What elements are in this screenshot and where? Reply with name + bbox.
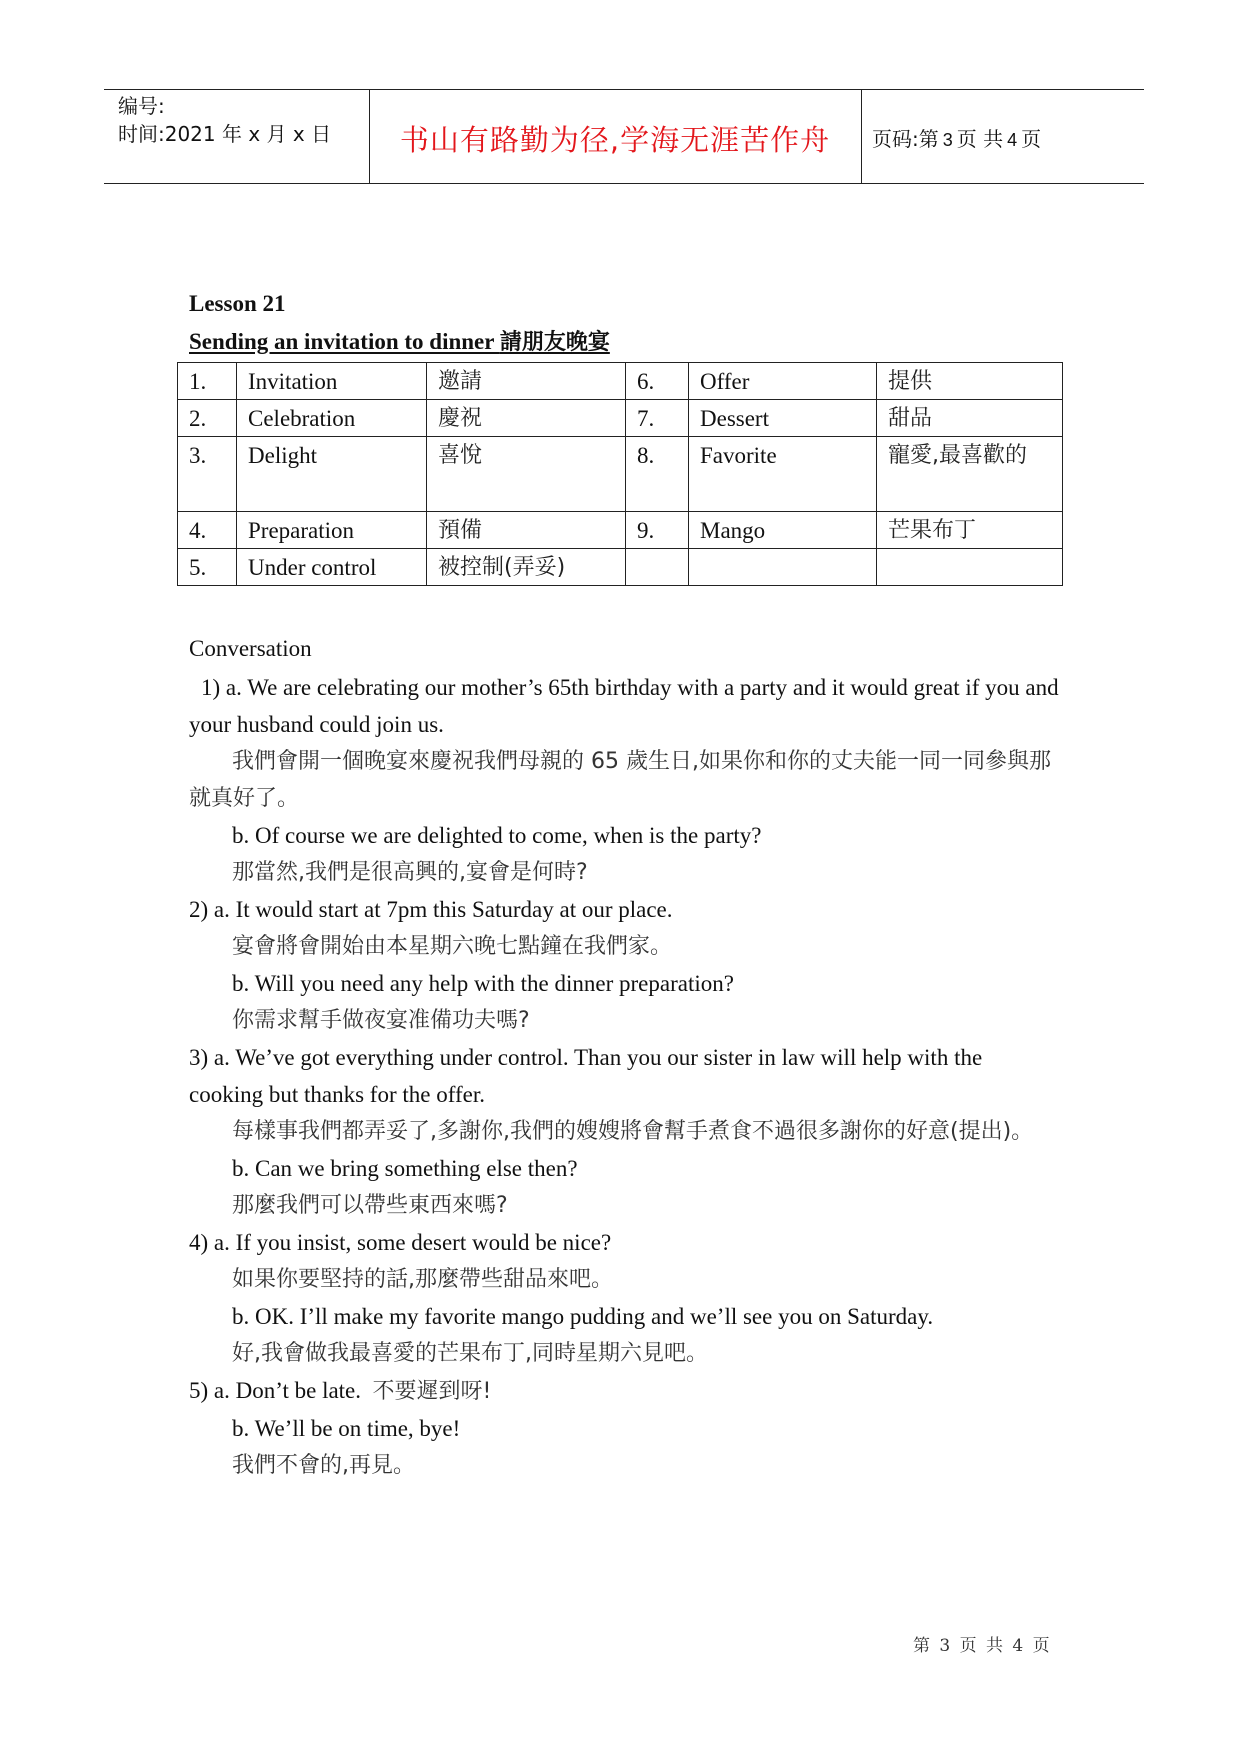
conversation-heading: Conversation <box>189 636 312 661</box>
vocab-english: Invitation <box>237 363 427 400</box>
dialogue-line-zh: 不要遲到呀! <box>372 1379 492 1404</box>
serial-label: 编号: <box>118 94 165 118</box>
header-divider-right <box>861 89 862 183</box>
table-row <box>178 437 1063 512</box>
vocab-english: Delight <box>237 437 427 512</box>
dialogue-line-zh: 你需求幫手做夜宴准備功夫嗎? <box>232 1008 530 1033</box>
conversation-section <box>189 630 1059 1484</box>
vocab-chinese: 預備 <box>427 512 626 549</box>
page-prefix: 页码:第 <box>872 127 939 151</box>
dialogue-line-en: b. Will you need any help with the dinner preparation? <box>232 971 734 996</box>
dialogue-line-en: b. Can we bring something else then? <box>232 1156 578 1181</box>
header-bottom-rule <box>104 183 1144 184</box>
dialogue-line-zh: 我們會開一個晚宴來慶祝我們母親的 65 歲生日,如果你和你的丈夫能一同一同參與那就真好了。 <box>189 749 1051 811</box>
vocab-chinese: 提供 <box>877 363 1063 400</box>
vocab-english: Dessert <box>689 400 877 437</box>
vocab-chinese: 邀請 <box>427 363 626 400</box>
header-page-info <box>872 123 1041 152</box>
dialogue-line-en: b. We’ll be on time, bye! <box>232 1416 461 1441</box>
table-row <box>178 363 1063 400</box>
dialogue-line-zh: 那麼我們可以帶些東西來嗎? <box>232 1193 508 1218</box>
table-row <box>178 400 1063 437</box>
header-motto: 书山有路勤为径,学海无涯苦作舟 <box>399 123 831 157</box>
vocab-chinese <box>877 549 1063 586</box>
table-row <box>178 512 1063 549</box>
vocabulary-table <box>177 362 1063 586</box>
time-label: 时间:2021 年 x 月 x 日 <box>118 122 332 146</box>
dialogue-line-zh: 那當然,我們是很高興的,宴會是何時? <box>232 860 588 885</box>
vocab-english: Preparation <box>237 512 427 549</box>
dialogue-line-zh: 我們不會的,再見。 <box>232 1453 415 1478</box>
vocab-chinese: 被控制(弄妥) <box>427 549 626 586</box>
dialogue-line-en: 2) a. It would start at 7pm this Saturday at our place. <box>189 897 673 922</box>
vocab-number: 2. <box>178 400 237 437</box>
page-total: 4 <box>1007 130 1018 150</box>
lesson-title-en: Sending an invitation to dinner <box>189 329 500 354</box>
dialogue-line <box>189 1372 1059 1410</box>
page-mid: 页 共 <box>956 127 1004 151</box>
header-meta <box>118 92 331 148</box>
dialogue-line-en: b. OK. I’ll make my favorite mango pudding and we’ll see you on Saturday. <box>232 1304 934 1329</box>
vocab-number: 9. <box>626 512 689 549</box>
vocab-number: 5. <box>178 549 237 586</box>
vocab-chinese: 喜悅 <box>427 437 626 512</box>
lesson-number: Lesson 21 <box>189 291 286 316</box>
vocab-chinese: 寵愛,最喜歡的 <box>877 437 1063 512</box>
page-current: 3 <box>942 130 953 150</box>
vocab-number: 6. <box>626 363 689 400</box>
dialogue-line-zh: 如果你要堅持的話,那麼帶些甜品來吧。 <box>232 1267 613 1292</box>
vocab-chinese: 芒果布丁 <box>877 512 1063 549</box>
vocab-english: Mango <box>689 512 877 549</box>
lesson-title <box>189 325 610 356</box>
header-top-rule <box>104 89 1144 90</box>
lesson-title-zh: 請朋友晚宴 <box>499 330 610 355</box>
page-suffix: 页 <box>1021 127 1042 151</box>
vocab-english <box>689 549 877 586</box>
dialogue-line-zh: 好,我會做我最喜愛的芒果布丁,同時星期六見吧。 <box>232 1341 708 1366</box>
dialogue-line-zh: 宴會將會開始由本星期六晚七點鐘在我們家。 <box>232 934 673 959</box>
vocab-number <box>626 549 689 586</box>
vocab-english: Offer <box>689 363 877 400</box>
dialogue-line-en: 5) a. Don’t be late. <box>189 1378 362 1403</box>
vocab-english: Favorite <box>689 437 877 512</box>
dialogue-line-en: 1) a. We are celebrating our mother’s 65th birthday with a party and it would great if you and your husband could join us. <box>189 675 1059 737</box>
vocab-number: 8. <box>626 437 689 512</box>
dialogue-line-en: 4) a. If you insist, some desert would be nice? <box>189 1230 612 1255</box>
vocab-number: 4. <box>178 512 237 549</box>
page-footer: 第 3 页 共 4 页 <box>913 1636 1050 1656</box>
vocab-english: Under control <box>237 549 427 586</box>
dialogue-line-en: 3) a. We’ve got everything under control. Than you our sister in law will help with the cooking but thanks for the offer. <box>189 1045 983 1107</box>
table-row <box>178 549 1063 586</box>
vocab-chinese: 慶祝 <box>427 400 626 437</box>
vocab-number: 3. <box>178 437 237 512</box>
dialogue-line-en: b. Of course we are delighted to come, when is the party? <box>232 823 762 848</box>
vocab-number: 7. <box>626 400 689 437</box>
vocab-number: 1. <box>178 363 237 400</box>
vocab-english: Celebration <box>237 400 427 437</box>
dialogue-line-zh: 每樣事我們都弄妥了,多謝你,我們的嫂嫂將會幫手煮食不過很多謝你的好意(提出)。 <box>232 1119 1034 1144</box>
vocab-chinese: 甜品 <box>877 400 1063 437</box>
